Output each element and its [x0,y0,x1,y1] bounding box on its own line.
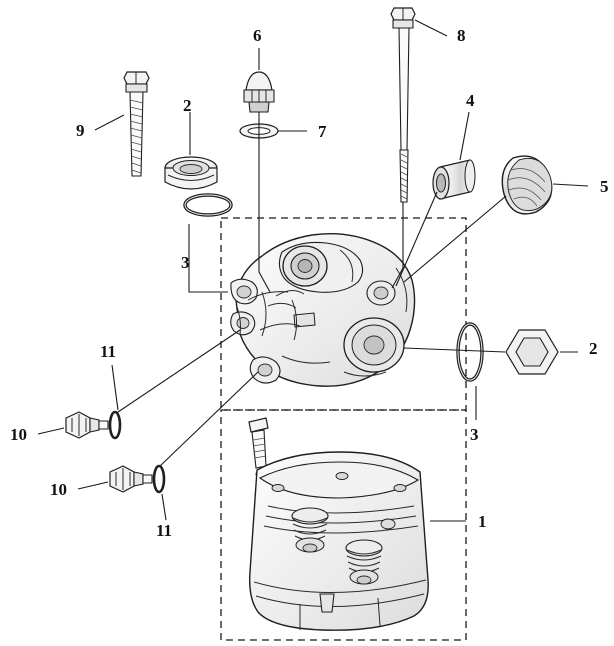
part-flange-bolt [124,72,149,176]
part-breather-bolt [244,72,274,112]
callout-9: 9 [76,121,85,140]
part-banjo-bolt-upper [66,412,108,438]
part-cap-upper [165,157,217,189]
callout-2b: 2 [589,339,598,358]
part-cylinder-head-assembly [250,452,429,630]
callout-7: 7 [318,122,327,141]
callout-11a: 11 [100,342,117,361]
callout-3b: 3 [470,425,479,444]
callout-8: 8 [457,26,466,45]
part-cover-cap [502,156,552,214]
part-sealing-washer-lower [154,466,164,492]
callout-11b: 11 [156,521,173,540]
callout-10b: 10 [50,480,67,499]
callout-6: 6 [253,26,262,45]
callout-5: 5 [600,177,609,196]
callout-1: 1 [478,512,487,531]
part-o-ring-upper [185,195,231,215]
part-dowel-sleeve [433,160,475,199]
part-long-bolt [391,8,415,202]
part-cap-right [506,330,558,374]
callout-3a: 3 [181,253,190,272]
callout-4: 4 [466,91,475,110]
part-o-ring-right [458,324,482,380]
part-banjo-bolt-lower [110,466,152,492]
part-rocker-cover-assembly [231,234,415,387]
part-sealing-washer-upper [110,412,120,438]
callout-10a: 10 [10,425,27,444]
callout-2a: 2 [183,96,192,115]
